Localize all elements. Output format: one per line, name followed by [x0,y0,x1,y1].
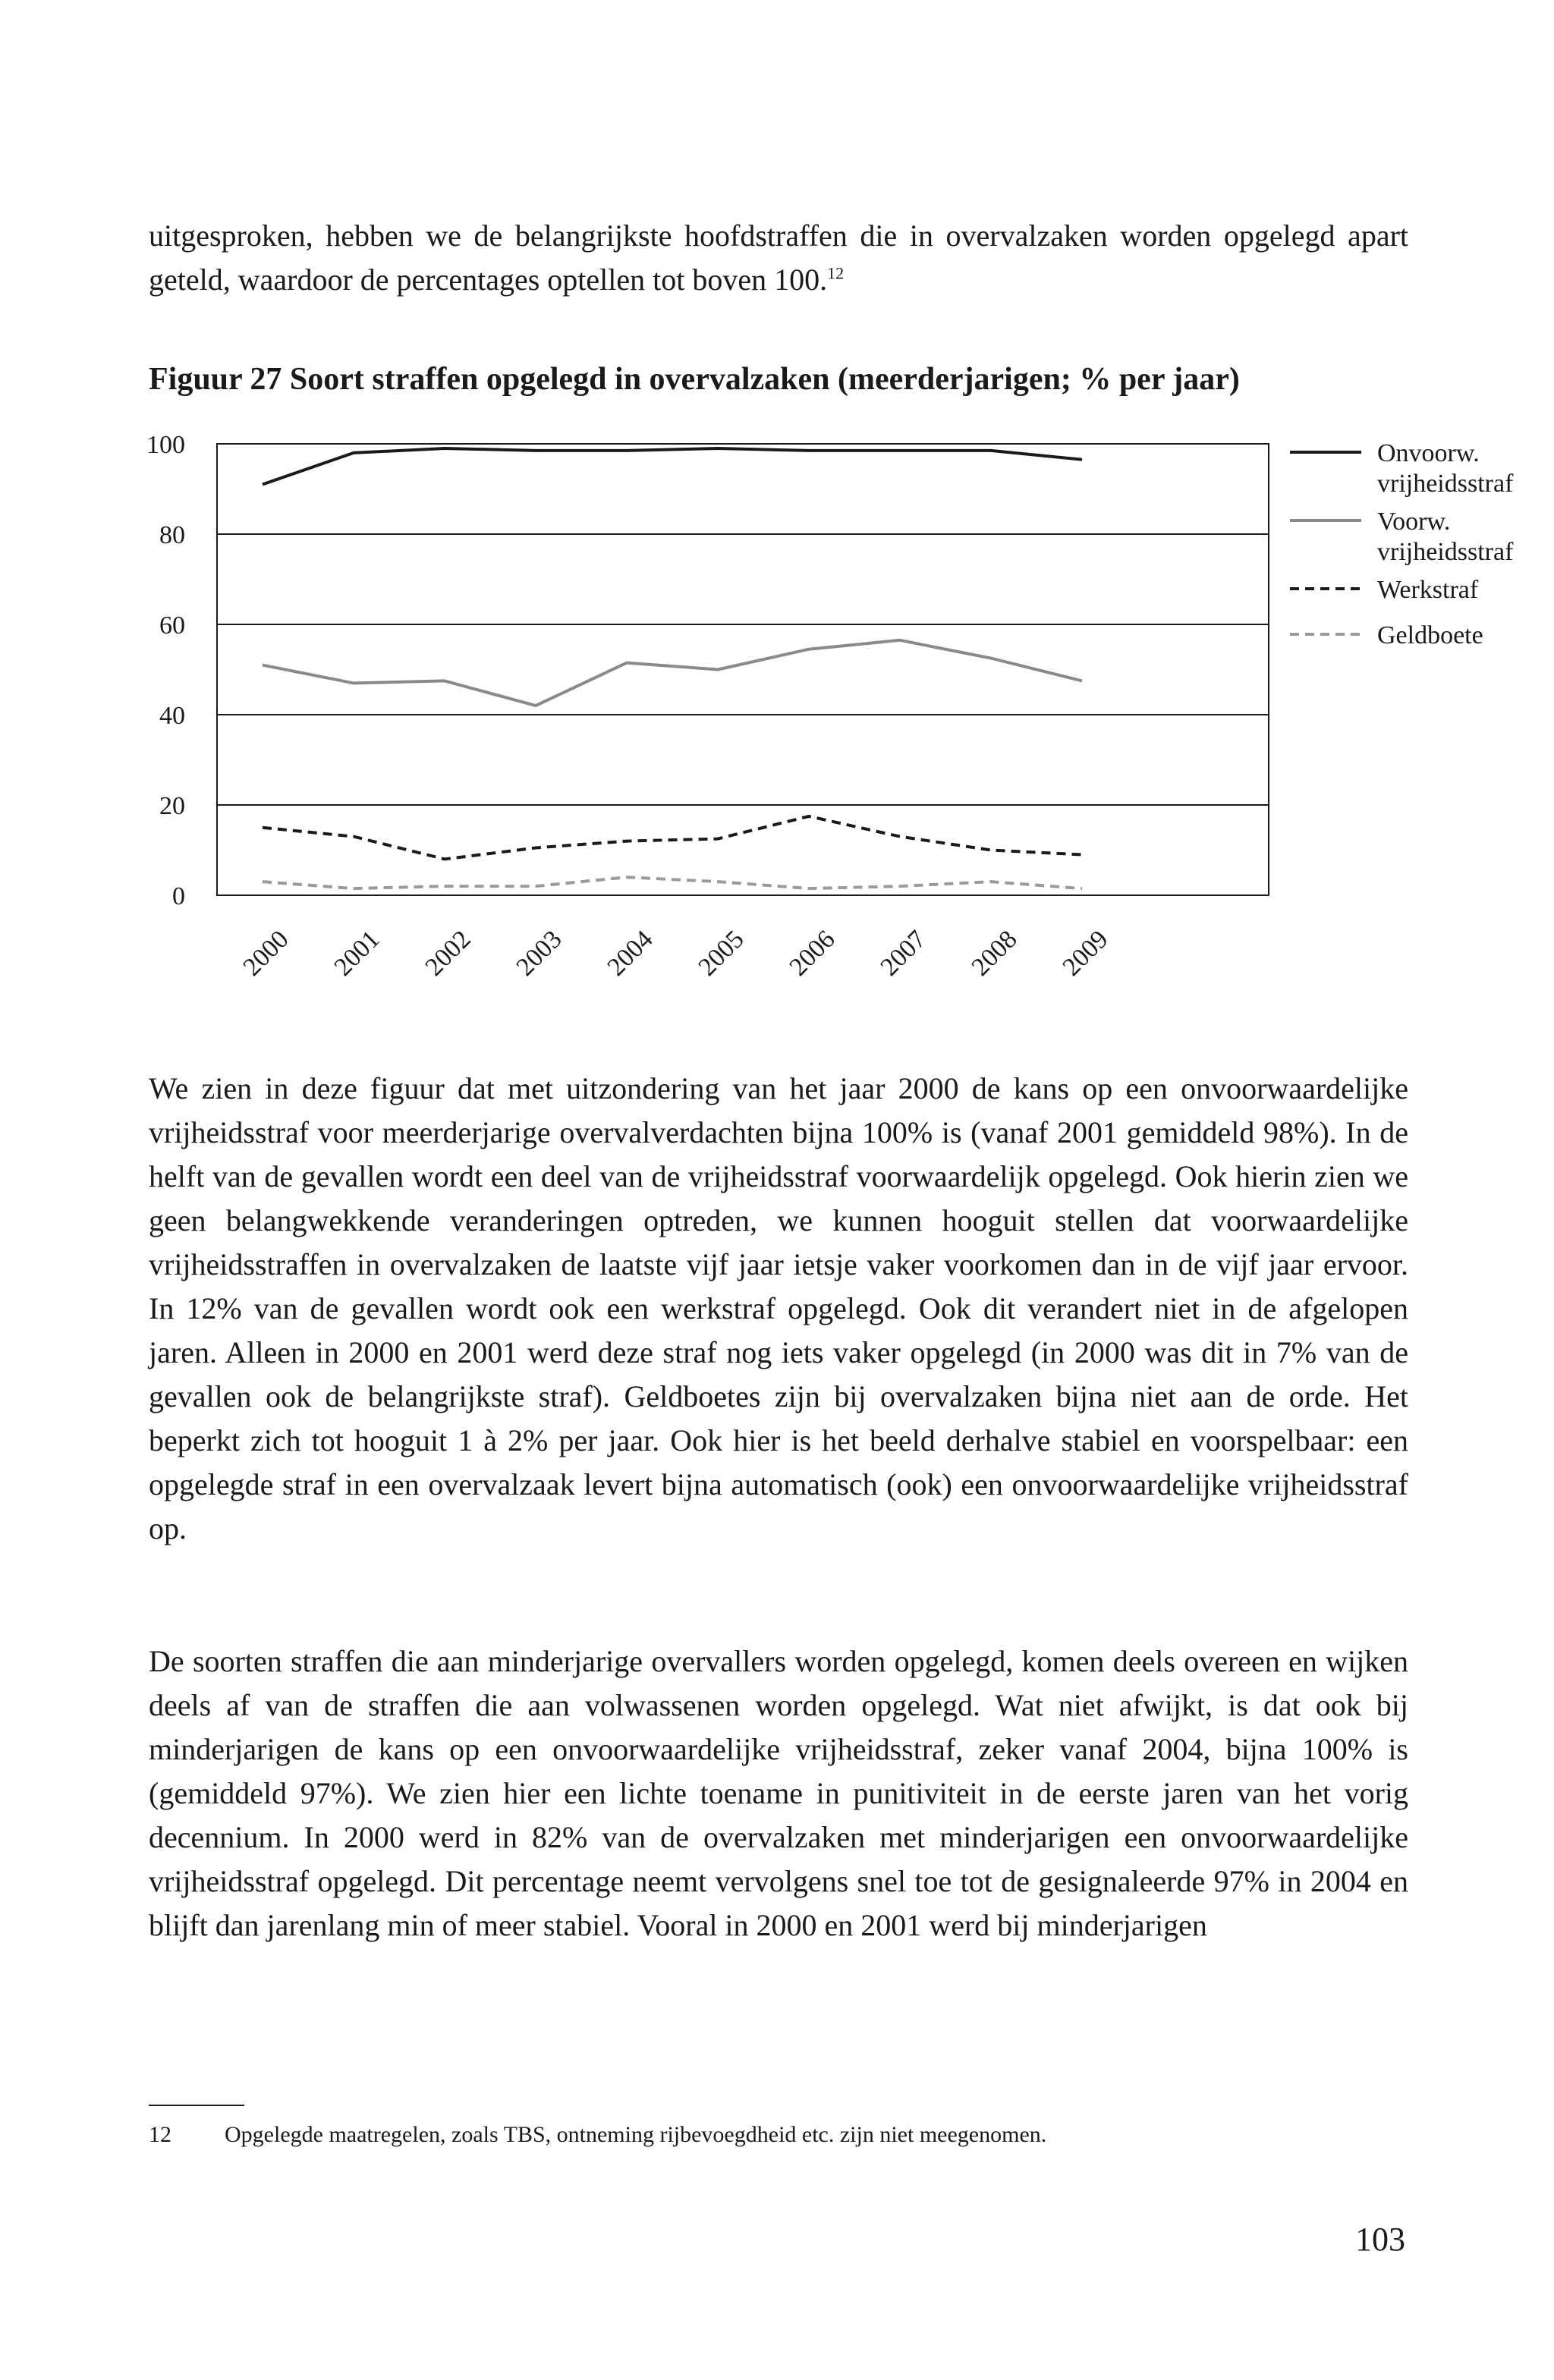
footnote-text: Opgelegde maatregelen, zoals TBS, ontneming rijbevoegdheid etc. zijn niet meegenomen. [225,2122,1047,2147]
series-line-werkstraf [263,816,1082,860]
series-line-voorw-vrijheidsstraf [263,640,1082,706]
x-tick-label: 2006 [784,925,841,982]
paragraph-1: We zien in deze figuur dat met uitzondering van het jaar 2000 de kans op een onvoorwaardelijke vrijheidsstraf voor meerderjarige overvalverdachten bijna 100% is (vanaf 2001 gemiddeld 98%). In de helft van de gevallen wordt een deel van de vrijheidsstraf voorwaardelijk opgelegd. Ook hierin zien we geen belangwekkende veranderingen optreden, we kunnen hooguit stellen dat voorwaardelijke vrijheidsstraffen in overvalzaken de laatste vijf jaar ietsje vaker voorkomen dan in de vijf jaar ervoor. In 12% van de gevallen wordt ook een werkstraf opgelegd. Ook dit verandert niet in de afgelopen jaren. Alleen in 2000 en 2001 werd deze straf nog iets vaker opgelegd (in 2000 was dit in 7% van de gevallen ook de belangrijkste straf). Geldboetes zijn bij overvalzaken bijna niet aan de orde. Het beperkt zich tot hooguit 1 à 2% per jaar. Ook hier is het beeld derhalve stabiel en voorspelbaar: een opgelegde straf in een overvalzaak levert bijna automatisch (ook) een onvoorwaardelijke vrijheidsstraf op. [149,1071,1408,1545]
x-tick-label: 2005 [693,925,750,982]
intro-text: uitgesproken, hebben we de belangrijkste hoofdstraffen die in overvalzaken worden opgelegd apart geteld, waardoor de percentages optellen tot boven 100. [149,219,1408,297]
legend-label: Voorw. [1377,508,1451,536]
x-tick-label: 2000 [238,925,294,982]
line-chart [144,425,1514,1001]
series-line-geldboete [263,877,1082,888]
plot-frame [217,444,1269,895]
y-tick-label: 40 [159,702,185,730]
y-tick-label: 60 [159,612,185,640]
y-tick-label: 20 [159,792,185,820]
footnote-divider [149,2105,244,2106]
legend-item [1290,439,1514,498]
x-tick-label: 2009 [1057,925,1114,982]
legend-label: vrijheidsstraf [1377,470,1514,498]
x-tick-label: 2002 [420,925,477,982]
footnote-reference: 12 [827,263,845,283]
legend-label: vrijheidsstraf [1377,538,1514,566]
page-number: 103 [1355,2221,1405,2258]
legend-item [1290,508,1514,566]
x-tick-label: 2007 [875,925,932,982]
footnote-number: 12 [149,2122,171,2147]
legend-item [1290,621,1483,649]
y-tick-label: 100 [146,431,185,459]
series-line-onvoorw-vrijheidsstraf [263,448,1082,485]
figure-title: Figuur 27 Soort straffen opgelegd in overvalzaken (meerderjarigen; % per jaar) [149,362,1240,397]
x-tick-label: 2004 [602,925,659,982]
legend-label: Onvoorw. [1377,439,1480,467]
x-tick-label: 2008 [966,925,1023,982]
y-tick-label: 0 [172,882,185,910]
footnote [149,2118,1046,2152]
legend-label: Geldboete [1377,621,1483,649]
legend-item [1290,576,1479,604]
y-tick-label: 80 [159,521,185,549]
intro-paragraph [149,214,1408,302]
x-tick-label: 2003 [511,925,568,982]
paragraph-2: De soorten straffen die aan minderjarige overvallers worden opgelegd, komen deels overeen en wijken deels af van de straffen die aan volwassenen worden opgelegd. Wat niet afwijkt, is dat ook bij minderjarigen de kans op een onvoorwaardelijke vrijheidsstraf, zeker vanaf 2004, bijna 100% is (gemiddeld 97%). We zien hier een lichte toename in punitiviteit in de eerste jaren van het vorig decennium. In 2000 werd in 82% van de overvalzaken met minderjarigen een onvoorwaardelijke vrijheidsstraf opgelegd. Dit percentage neemt vervolgens snel toe tot de gesignaleerde 97% in 2004 en blijft dan jarenlang min of meer stabiel. Vooral in 2000 en 2001 werd bij minderjarigen [149,1644,1408,1942]
legend-label: Werkstraf [1377,576,1479,604]
x-tick-label: 2001 [329,925,385,982]
